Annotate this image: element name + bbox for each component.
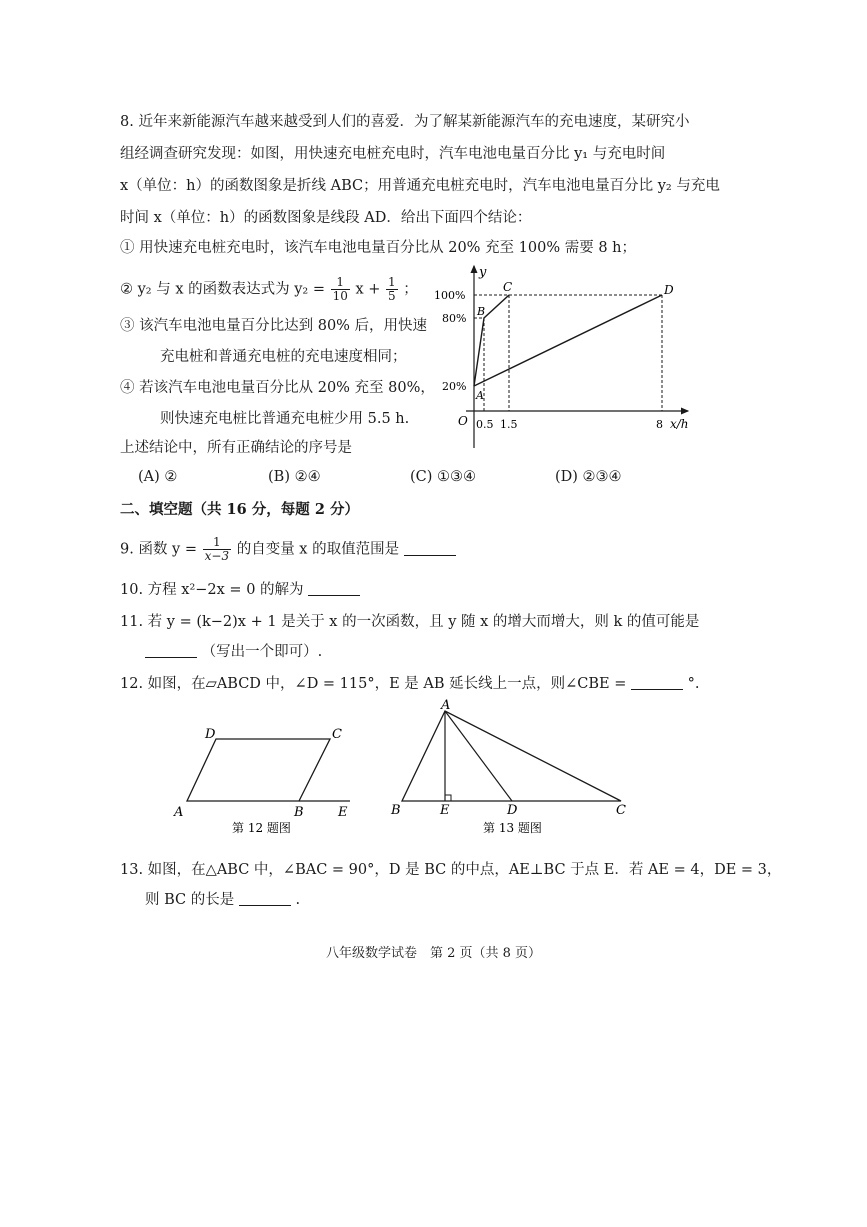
fig12-label-a: A [174,805,184,820]
q8-stem-line-4: 时间 x（单位：h）的函数图象是线段 AD．给出下面四个结论： [120,210,532,226]
y-tick-20: 20% [442,380,467,393]
q10-text: 10. 方程 x²−2x = 0 的解为 [120,582,304,598]
section-2-heading: 二、填空题（共 16 分，每题 2 分） [120,501,359,518]
y-tick-80: 80% [442,312,467,325]
figure-12 [170,720,370,850]
q9-suffix: 的自变量 x 的取值范围是 [236,541,400,558]
q10 [120,580,360,600]
choice-b: (B) ②④ [268,469,321,485]
q8-c2-f2-den: 5 [388,289,396,303]
q8-c2-f1-num: 1 [331,276,350,290]
q8-c2-f2-num: 1 [388,275,396,289]
q8-function-graph [430,260,700,460]
series-line-2 [474,295,662,386]
q11-line-2 [145,642,322,662]
y-tick-100: 100% [434,289,466,302]
q12-text: 12. 如图，在▱ABCD 中，∠D = 115°，E 是 AB 延长线上一点，则∠CBE = [120,676,627,692]
q8-stem-line-3: x（单位：h）的函数图象是折线 ABC；用普通充电桩充电时，汽车电池电量百分比 y₂ 与充电 [120,178,720,194]
q8-c2-post: ； [403,281,418,298]
fig13-label-b: B [391,803,401,818]
q9-answer-blank [404,541,456,556]
fig13-label-d: D [507,803,518,818]
x-axis-label: x/h [670,417,689,431]
q13-line-1: 13. 如图，在△ABC 中，∠BAC = 90°，D 是 BC 的中点，AE⊥BC 于点 E．若 AE = 4，DE = 3， [120,862,782,878]
fig12-label-e: E [338,805,348,820]
q8-conclusion-4b: 则快速充电桩比普通充电桩少用 5.5 h. [160,411,410,427]
fig13-label-c: C [616,803,626,818]
q8-stem-line-2: 组经调查研究发现：如图，用快速充电桩充电时，汽车电池电量百分比 y₁ 与充电时间 [120,146,666,162]
q8-conclusion-2 [120,276,418,303]
q11-line-2-text: （写出一个即可）. [201,644,323,660]
q9-frac-num: 1 [203,536,231,550]
right-angle-mark [445,795,451,801]
fig13-label-e: E [440,803,450,818]
q8-c2-mid: x + [355,281,381,298]
point-c-label: C [503,280,513,294]
choice-c: (C) ①③④ [410,469,477,485]
q13-line-2-text: 则 BC 的长是 [145,892,235,908]
choice-a: (A) ② [138,469,178,485]
q12-post: °. [687,676,700,692]
figure-13 [385,698,645,848]
y-axis-label: y [479,265,487,280]
q9-frac-den: x−3 [204,549,230,563]
point-b-label: B [477,305,486,318]
q10-answer-blank [308,581,360,596]
q12-answer-blank [631,675,683,690]
q9-fraction [203,536,231,563]
q8-conclusion-3a: ③ 该汽车电池电量百分比达到 80% 后，用快速 [120,318,428,334]
median-ad [445,711,512,801]
x-tick-1-5: 1.5 [500,418,518,431]
q8-conclusion-4a: ④ 若该汽车电池电量百分比从 20% 充至 80%， [120,380,435,396]
q13-answer-blank [239,891,291,906]
q8-ask: 上述结论中，所有正确结论的序号是 [120,440,352,456]
origin-label: O [458,414,468,428]
q8-c2-fraction-1 [331,276,350,303]
page-footer: 八年级数学试卷 第 2 页（共 8 页） [325,946,542,961]
q9 [120,536,456,563]
q12 [120,674,699,694]
q8-c2-prefix: ② y₂ 与 x 的函数表达式为 y₂ = [120,281,325,298]
fig13-caption: 第 13 题图 [483,821,542,835]
q8-c2-fraction-2 [386,276,398,303]
x-tick-0-5: 0.5 [476,418,494,431]
triangle-abc [402,711,621,801]
q13-line-2: 则 BC 的长是 . [145,892,301,908]
x-tick-8: 8 [656,418,663,431]
q11-line-1: 11. 若 y = (k−2)x + 1 是关于 x 的一次函数，且 y 随 x 的增大而增大，则 k 的值可能是 [120,614,700,630]
choice-d: (D) ②③④ [555,469,622,485]
fig12-label-c: C [332,727,342,742]
q8-c2-f1-den: 10 [332,289,348,303]
fig12-label-d: D [205,727,216,742]
fig12-label-b: B [294,805,304,820]
q8-conclusion-1: ① 用快速充电桩充电时，该汽车电池电量百分比从 20% 充至 100% 需要 8 h； [120,240,637,256]
q9-prefix: 9. 函数 y = [120,541,198,558]
parallelogram-abcd [187,739,330,801]
fig12-caption: 第 12 题图 [232,821,291,835]
point-a-label: A [476,389,484,402]
fig13-label-a: A [441,698,451,713]
point-d-label: D [664,283,674,297]
q8-conclusion-3b: 充电桩和普通充电桩的充电速度相同； [160,349,407,365]
q11-answer-blank [145,643,197,658]
q8-stem-line-1: 8. 近年来新能源汽车越来越受到人们的喜爱．为了解某新能源汽车的充电速度，某研究小 [120,114,690,130]
